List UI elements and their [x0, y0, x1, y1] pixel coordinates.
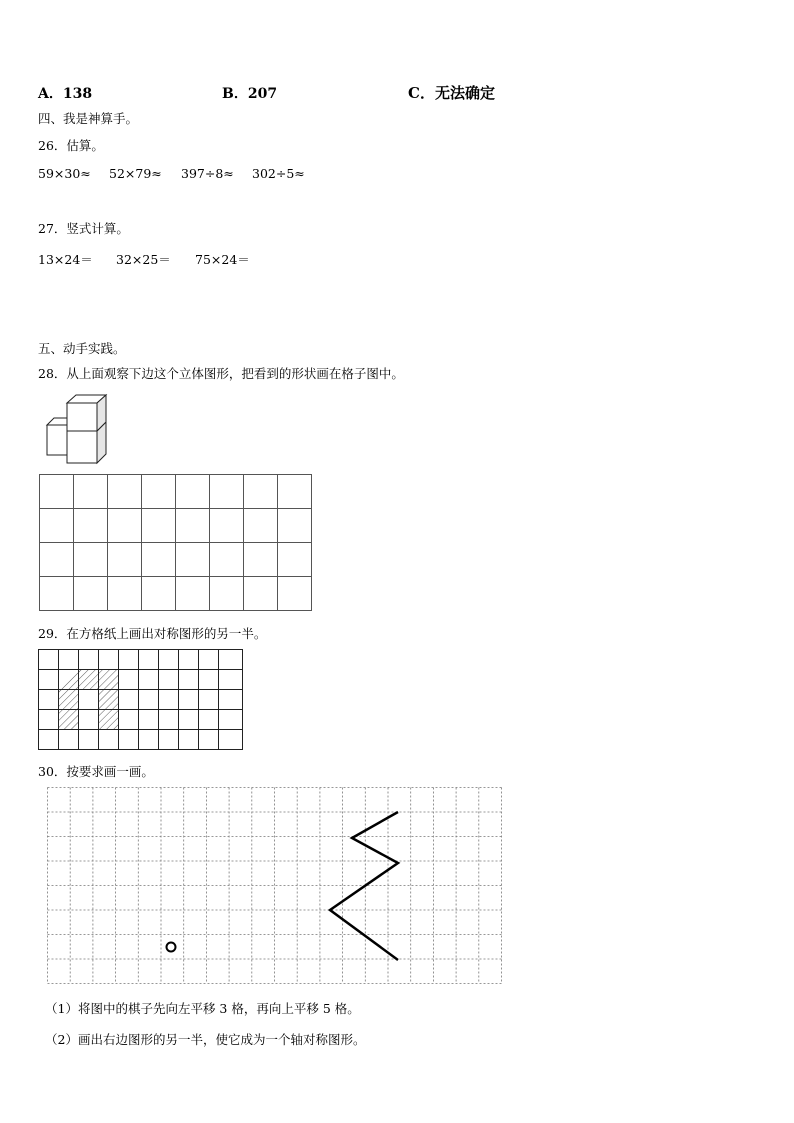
q26-title: 26．估算。 — [38, 138, 104, 153]
q29-symmetry-grid[interactable] — [38, 649, 244, 751]
q28-answer-grid[interactable] — [39, 474, 312, 611]
option-a[interactable]: A．138 — [38, 86, 93, 102]
q30-title: 30．按要求画一画。 — [38, 764, 154, 779]
q30-dotted-grid[interactable] — [47, 787, 502, 984]
option-c[interactable]: C．无法确定 — [408, 84, 495, 102]
q27-item-1: 13×24＝ — [38, 252, 93, 267]
section-4-heading: 四、我是神算手。 — [38, 111, 139, 126]
q28-title: 28．从上面观察下边这个立体图形，把看到的形状画在格子图中。 — [38, 366, 404, 381]
chess-piece — [167, 943, 176, 952]
q30-sub2: （2）画出右边图形的另一半，使它成为一个轴对称图形。 — [45, 1032, 366, 1047]
section-5-heading: 五、动手实践。 — [38, 341, 126, 356]
q27-item-2: 32×25＝ — [116, 252, 171, 267]
zigzag-figure — [330, 812, 398, 960]
q27-title: 27．竖式计算。 — [38, 221, 129, 236]
q29-title: 29．在方格纸上画出对称图形的另一半。 — [38, 626, 267, 641]
q26-item-3: 397÷8≈ — [181, 166, 234, 181]
q26-item-2: 52×79≈ — [109, 166, 162, 181]
cube-figure — [44, 393, 124, 468]
hatched-shape — [58, 669, 118, 729]
q26-item-1: 59×30≈ — [38, 166, 91, 181]
option-b[interactable]: B．207 — [222, 86, 278, 102]
q27-item-3: 75×24＝ — [195, 252, 250, 267]
q30-sub1: （1）将图中的棋子先向左平移 3 格，再向上平移 5 格。 — [45, 1001, 360, 1016]
q26-item-4: 302÷5≈ — [252, 166, 305, 181]
